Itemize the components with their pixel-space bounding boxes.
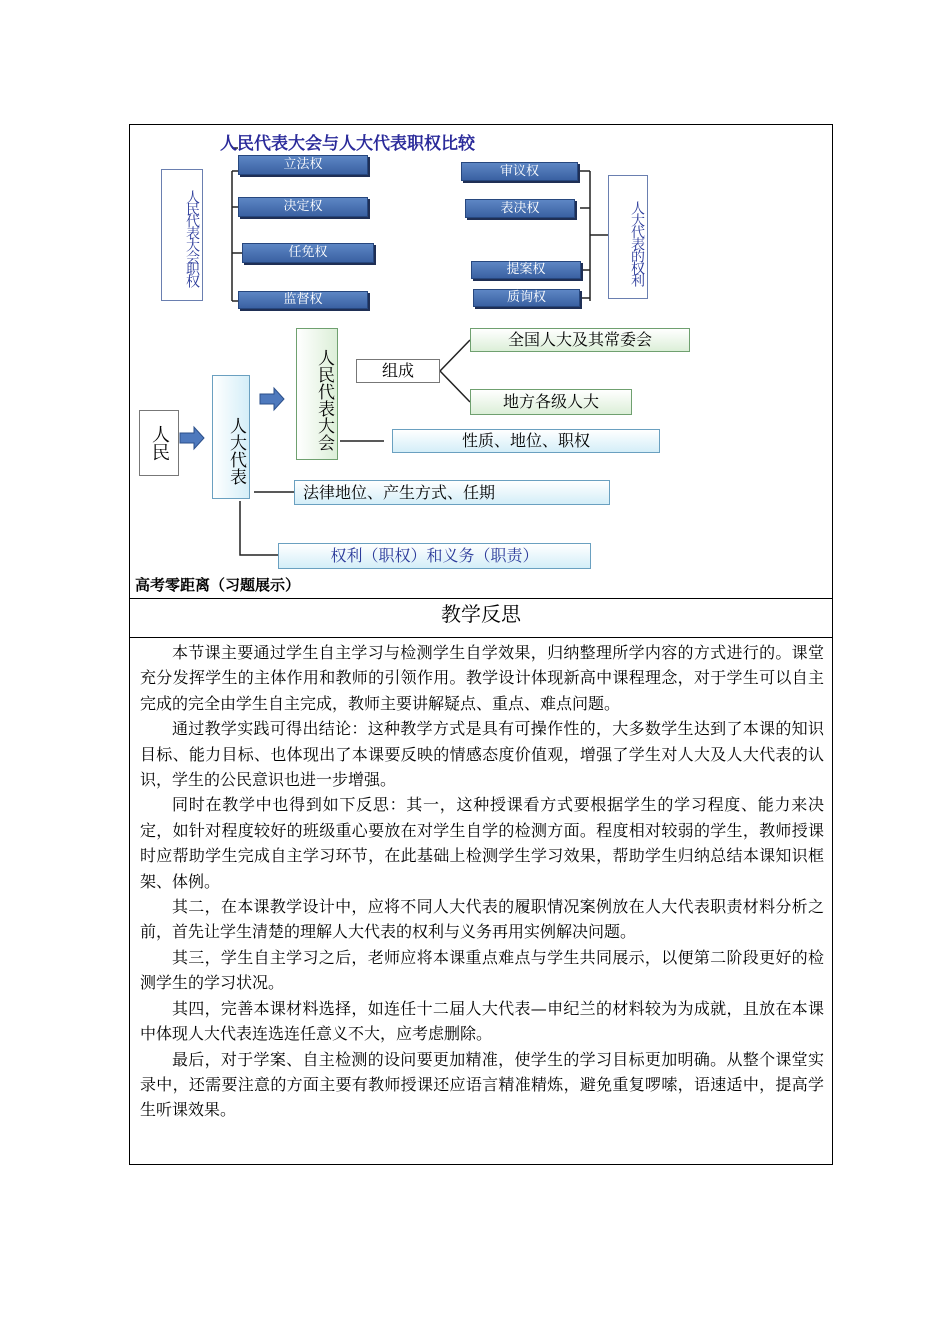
power-supervision: 监督权 (238, 291, 368, 309)
local-npc-box: 地方各级人大 (470, 389, 632, 415)
right-voting: 表决权 (465, 199, 575, 218)
composition-box: 组成 (356, 359, 440, 383)
table-divider (129, 637, 833, 638)
reflection-body (140, 640, 824, 1123)
national-npc-box: 全国人大及其常委会 (470, 328, 690, 352)
right-inquiry: 质询权 (473, 289, 580, 307)
reflection-paragraph: 通过教学实践可得出结论：这种教学方式是具有可操作性的，大多数学生达到了本课的知识目标、能力目标、也体现出了本课要反映的情感态度价值观，增强了学生对人大及人大代表的认识，学生的公民意识也进一步增强。 (140, 719, 824, 790)
nature-box: 性质、地位、职权 (392, 429, 660, 453)
reflection-paragraph: 最后，对于学案、自主检测的设问要更加精准，使学生的学习目标更加明确。从整个课堂实录中，还需要注意的方面主要有教师授课还应语言精准精炼，避免重复啰嗦，语速适中，提高学生听课效果。 (140, 1049, 824, 1120)
rights-duties-box: 权利（职权）和义务（职责） (278, 543, 591, 569)
right-proposal: 提案权 (471, 261, 581, 279)
power-decision: 决定权 (238, 197, 368, 217)
reflection-paragraph: 同时在教学中也得到如下反思：其一，这种授课看方式要根据学生的学习程度、能力来决定，如针对程度较好的班级重心要放在对学生自学的检测方面。程度相对较弱的学生，教师授课时应帮助学生完成自主学习环节，在此基础上检测学生学习效果，帮助学生归纳总结本课知识框架、体例。 (140, 795, 824, 891)
reflection-paragraph: 本节课主要通过学生自主学习与检测学生自学效果，归纳整理所学内容的方式进行的。课堂充分发挥学生的主体作用和教师的引领作用。教学设计体现新高中课程理念，对于学生可以自主完成的完全由学生自主完成，教师主要讲解疑点、重点、难点问题。 (140, 643, 824, 713)
power-legislation: 立法权 (238, 155, 368, 175)
reflection-paragraph: 其二，在本课教学设计中，应将不同人大代表的履职情况案例放在人大代表职责材料分析之前，首先让学生清楚的理解人大代表的权利与义务再用实例解决问题。 (140, 897, 824, 942)
diagram-title: 人民代表大会与人大代表职权比较 (220, 134, 475, 154)
legal-status-box: 法律地位、产生方式、任期 (294, 480, 610, 505)
right-deliberation: 审议权 (461, 162, 578, 181)
reflection-paragraph: 其三，学生自主学习之后，老师应将本课重点难点与学生共同展示，以便第二阶段更好的检测学生的学习状况。 (140, 947, 824, 993)
congress-box: 人民代表大会 (296, 328, 338, 460)
knowledge-diagram (130, 125, 832, 575)
deputy-box: 人大代表 (212, 375, 250, 499)
reflection-heading: 教学反思 (441, 602, 521, 626)
power-appointment: 任免权 (242, 243, 374, 263)
section-title: 高考零距离（习题展示） (135, 576, 301, 594)
reflection-paragraph: 其四，完善本课材料选择，如连任十二届人大代表—申纪兰的材料较为为成就，且放在本课中体现人大代表连选连任意义不大，应考虑删除。 (140, 998, 824, 1044)
npc-powers-label: 人民代表大会职权 (161, 169, 203, 301)
deputy-rights-label: 人大代表的权利 (608, 175, 648, 299)
people-box: 人民 (139, 410, 179, 476)
